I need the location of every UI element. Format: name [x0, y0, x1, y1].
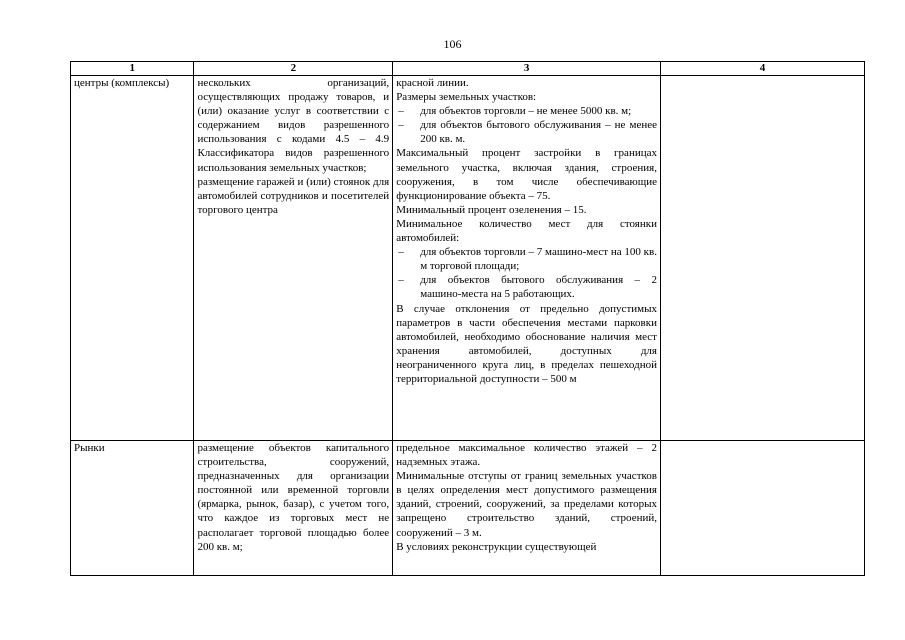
row1-description-cell	[194, 76, 393, 441]
header-col-1: 1	[71, 62, 194, 76]
row2-parameters-cell	[393, 441, 661, 576]
row2-type-text: Рынки	[74, 442, 105, 454]
dash-bullet-icon: –	[398, 274, 404, 287]
row1-param-p1: красной линии.	[396, 77, 469, 89]
header-col-4: 4	[660, 62, 864, 76]
row1-type-text: центры (комплексы)	[74, 77, 170, 89]
table-row	[71, 76, 865, 441]
row1-type-cell	[71, 76, 194, 441]
row1-description-p1: нескольких организаций, осуществляющих продажу товаров, и (или) оказание услуг в соответствии с содержанием видов разрешенного использования с кодами 4.5 – 4.9 Классификатора видов разрешенного использования земельных участков;	[197, 77, 390, 174]
list-item	[396, 104, 657, 118]
row2-description-p1: размещение объектов капитального строительства, сооружений, предназначенных для организации постоянной или временной торговли (ярмарка, рынок, базар), с учетом того, что каждое из торговых мест не располагает торговой площадью более 200 кв. м;	[197, 442, 390, 553]
dash-bullet-icon: –	[398, 119, 404, 132]
dash-bullet-icon: –	[398, 105, 404, 118]
row1-notes-cell	[660, 76, 864, 441]
row1-param-p2: Размеры земельных участков:	[396, 91, 537, 104]
header-col-3: 3	[393, 62, 661, 76]
row1-param-p6: В случае отклонения от предельно допустимых параметров в части обеспечения местами парковки автомобилей, необходимо обоснование наличия мест хранения автомобилей, доступных для неограниченного круга лиц, в пределах пешеходной территориальной доступности – 500 м	[396, 302, 657, 385]
list-item-text: для объектов торговли – 7 машино-мест на 100 кв. м торговой площади;	[420, 246, 657, 273]
row2-description-cell	[194, 441, 393, 576]
row1-param-p3: Максимальный процент застройки в границах земельного участка, включая здания, строения, сооружения, в том числе обеспечивающие функционирование объекта – 75.	[396, 147, 657, 202]
list-item-text: для объектов бытового обслуживания – 2 машино-места на 5 работающих.	[420, 274, 657, 301]
list-item	[396, 118, 657, 146]
list-item	[396, 245, 657, 273]
row1-param-p5: Минимальное количество мест для стоянки автомобилей:	[396, 217, 657, 245]
row2-notes-cell	[660, 441, 864, 576]
row2-type-cell	[71, 441, 194, 576]
list-item	[396, 273, 657, 301]
table-row	[71, 441, 865, 576]
row2-param-p3: В условиях реконструкции существующей	[396, 540, 597, 553]
row2-param-p1: предельное максимальное количество этажей – 2 надземных этажа.	[396, 442, 657, 469]
row1-parameters-cell	[393, 76, 661, 441]
list-item-text: для объектов торговли – не менее 5000 кв. м;	[420, 105, 632, 118]
list-item-text: для объектов бытового обслуживания – не менее 200 кв. м.	[420, 119, 657, 146]
header-col-2: 2	[194, 62, 393, 76]
table-header-row	[71, 62, 865, 76]
page-number: 106	[443, 37, 462, 51]
row1-description-p2: размещение гаражей и (или) стоянок для автомобилей сотрудников и посетителей торгового центра	[197, 175, 390, 216]
row1-param-p4: Минимальный процент озеленения – 15.	[396, 203, 587, 216]
dash-bullet-icon: –	[398, 246, 404, 259]
row2-param-p2: Минимальные отступы от границ земельных участков в целях определения мест допустимого размещения зданий, строений, сооружений, за пределами которых запрещено строительство зданий, строений, сооружений – 3 м.	[396, 470, 657, 539]
regulations-table	[70, 61, 865, 576]
